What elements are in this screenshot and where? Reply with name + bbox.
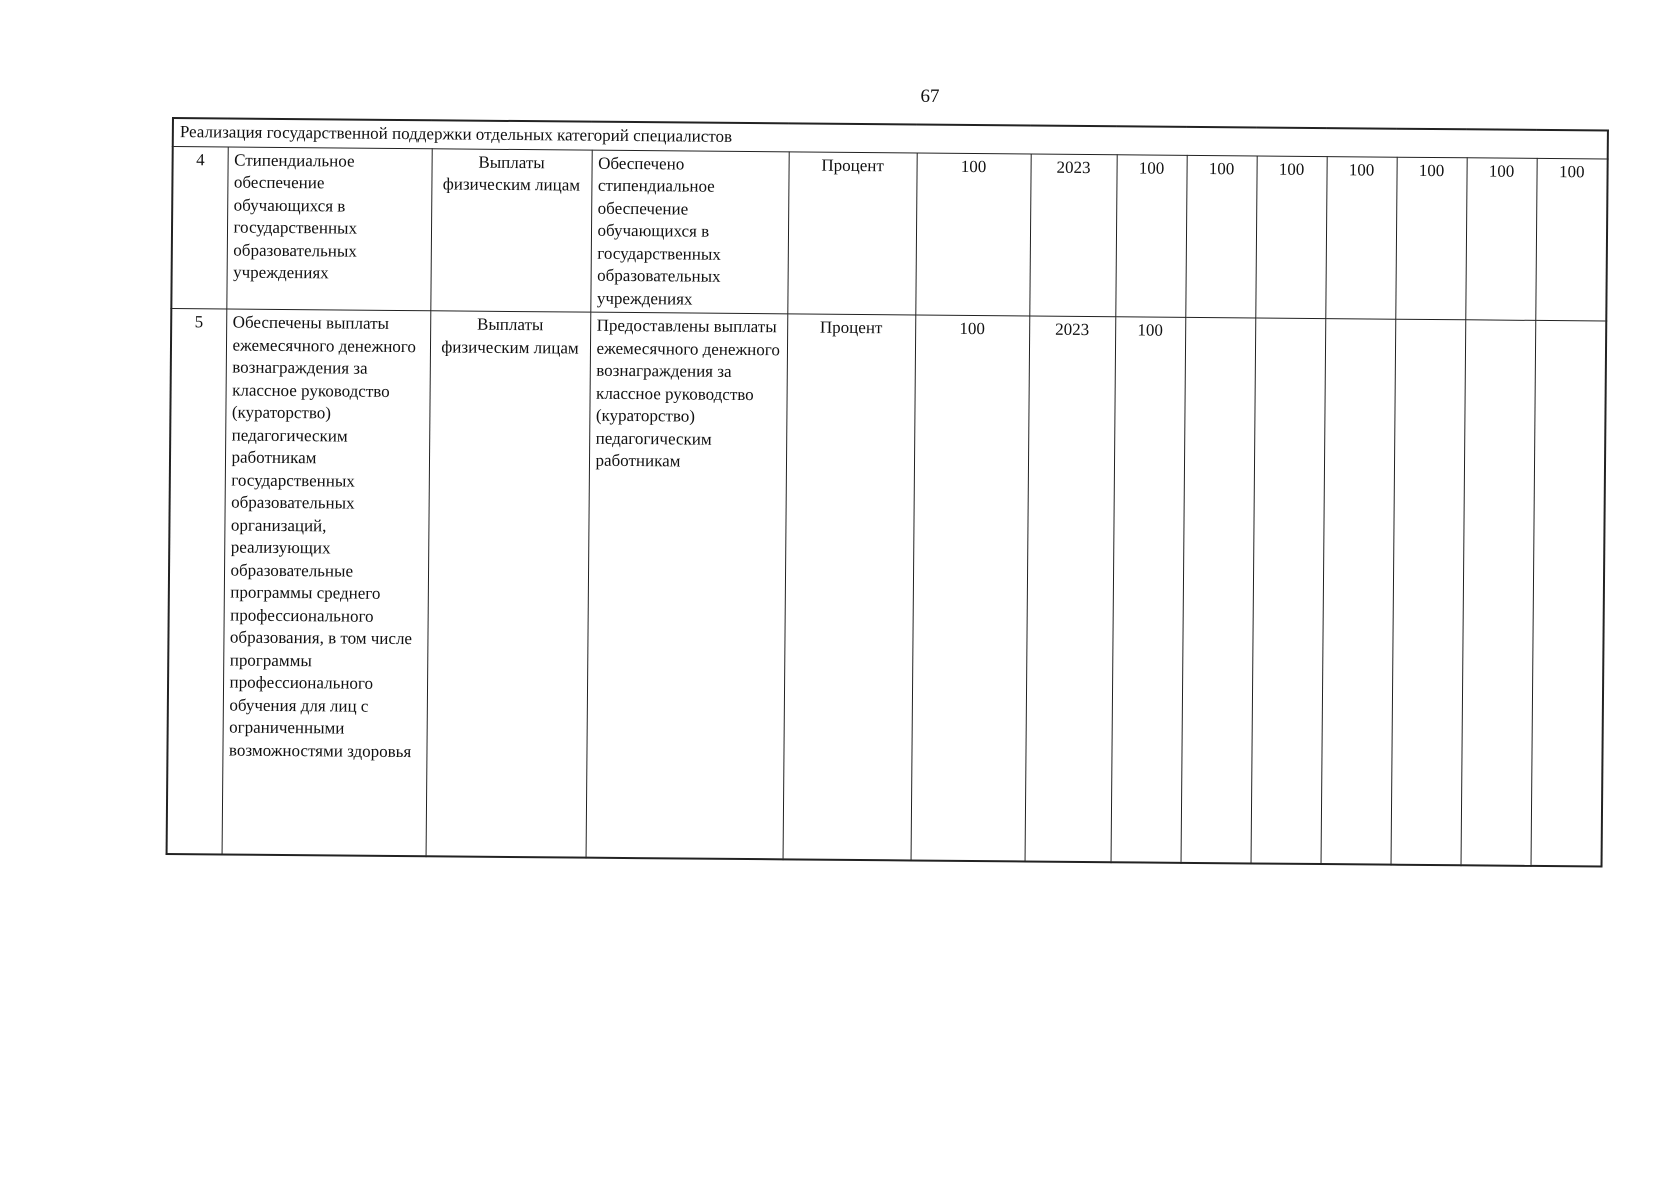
row-value-6 [1461, 320, 1536, 866]
section-title: Реализация государственной поддержки отдельных категорий специалистов [173, 118, 1608, 159]
row-value-3 [1251, 318, 1326, 864]
row-value-5: 100 [1395, 157, 1466, 320]
row-base-year: 2023 [1025, 316, 1116, 862]
row-type: Выплаты физическим лицам [426, 311, 591, 858]
row-type: Выплаты физическим лицам [430, 148, 591, 312]
page-number: 67 [920, 86, 940, 107]
row-number: 5 [167, 309, 227, 855]
row-value-4 [1321, 319, 1396, 865]
row-value-1: 100 [1111, 317, 1186, 863]
row-value-1: 100 [1115, 154, 1186, 317]
row-value-6: 100 [1465, 157, 1536, 320]
row-number: 4 [171, 146, 227, 309]
row-name: Обеспечены выплаты ежемесячного денежного вознаграждения за классное руководство (кураторство) педагогическим работникам государственных образовательных организаций, реализующих образовательные программы среднего профессионального образования, в том числе программы профессионального обучения для лиц с ограниченными возможностями здоровья [222, 309, 431, 856]
row-value-5 [1391, 319, 1466, 865]
row-value-3: 100 [1255, 155, 1326, 318]
document-table-wrapper [166, 117, 1607, 867]
row-value-7 [1531, 320, 1607, 866]
table-row [171, 146, 1607, 321]
row-unit: Процент [787, 151, 916, 315]
row-value-2 [1181, 317, 1256, 863]
row-value-2: 100 [1185, 155, 1256, 318]
row-unit: Процент [783, 314, 916, 861]
row-base-value: 100 [911, 315, 1030, 861]
row-description: Предоставлены выплаты ежемесячного денежного вознаграждения за классное руководство (кураторство) педагогическим работникам [586, 312, 788, 859]
row-base-value: 100 [915, 153, 1030, 316]
table-row [167, 309, 1607, 867]
row-value-4: 100 [1325, 156, 1396, 319]
row-name: Стипендиальное обеспечение обучающихся в государственных образовательных учреждениях [226, 146, 431, 310]
document-table [166, 117, 1609, 868]
row-description: Обеспечено стипендиальное обеспечение обучающихся в государственных образовательных учреждениях [590, 150, 788, 314]
row-value-7: 100 [1535, 158, 1607, 321]
row-base-year: 2023 [1029, 153, 1116, 316]
